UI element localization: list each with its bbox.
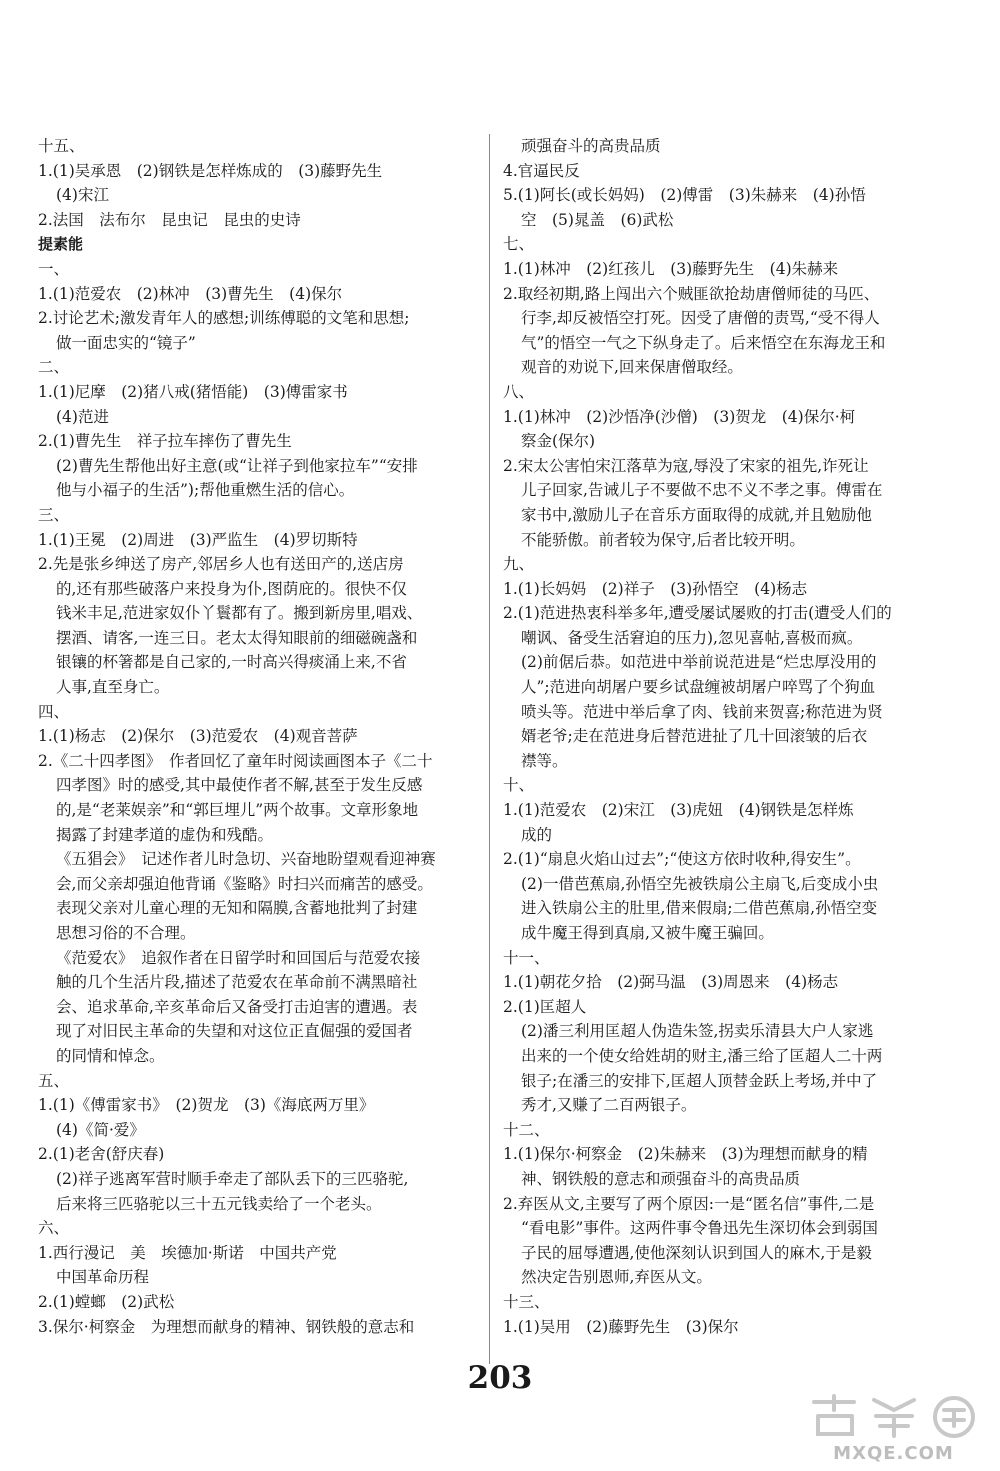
page-number: 203 bbox=[467, 1360, 533, 1396]
answer-line: 3.保尔·柯察金 为理想而献身的精神、钢铁般的意志和 bbox=[38, 1317, 415, 1336]
answer-line: 1.(1)保尔·柯察金 (2)朱赫来 (3)为理想而献身的精 bbox=[503, 1145, 868, 1164]
answer-line: 4.官逼民反 bbox=[503, 161, 580, 180]
answer-line: 1.(1)吴承恩 (2)钢铁是怎样炼成的 (3)藤野先生 bbox=[38, 161, 383, 180]
answer-line: 1.(1)杨志 (2)保尔 (3)范爱农 (4)观音菩萨 bbox=[38, 727, 358, 746]
answer-line: 会,而父亲却强迫他背诵《鉴略》时扫兴而痛苦的感受。 bbox=[56, 874, 433, 893]
answer-line: 进入铁扇公主的肚里,借来假扇;二借芭蕉扇,孙悟空变 bbox=[521, 899, 878, 918]
answer-line: 五、 bbox=[38, 1071, 70, 1090]
answer-line: 三、 bbox=[38, 505, 70, 524]
answer-line: 秀才,又赚了二百两银子。 bbox=[521, 1096, 697, 1115]
answer-line: 喷头等。范进中举后拿了肉、钱前来贺喜;称范进为贤 bbox=[521, 702, 883, 721]
answer-line: 1.(1)林冲 (2)沙悟净(沙僧) (3)贺龙 (4)保尔·柯 bbox=[503, 407, 856, 426]
answer-line: 人”;范进向胡屠户要乡试盘缠被胡屠户啐骂了个狗血 bbox=[521, 678, 876, 697]
answer-line: 表现父亲对儿童心理的无知和隔膜,含蓄地批判了封建 bbox=[56, 899, 418, 918]
answer-line: (4)范进 bbox=[56, 407, 109, 426]
answer-line: (2)前倨后恭。如范进中举前说范进是“烂忠厚没用的 bbox=[521, 653, 877, 672]
answer-line: 一、 bbox=[38, 259, 70, 278]
answer-line: 2.(1)范进热衷科举多年,遭受屡试屡败的打击(遭受人们的 bbox=[503, 604, 892, 623]
answer-line: 子民的屈辱遭遇,使他深刻认识到国人的麻木,于是毅 bbox=[521, 1243, 872, 1262]
answer-line: (2)一借芭蕉扇,孙悟空先被铁扇公主扇飞,后变成小虫 bbox=[521, 874, 879, 893]
answer-line: 摆酒、请客,一连三日。老太太得知眼前的细磁碗盏和 bbox=[56, 628, 418, 647]
answer-line: 会、追求革命,辛亥革命后又备受打击迫害的遭遇。表 bbox=[56, 997, 418, 1016]
watermark-logo-icon bbox=[804, 1392, 984, 1438]
answer-line: 2.(1)曹先生 祥子拉车摔伤了曹先生 bbox=[38, 432, 292, 451]
answer-line: 观音的劝说下,回来保唐僧取经。 bbox=[521, 358, 743, 377]
answer-line: 1.(1)王冕 (2)周进 (3)严监生 (4)罗切斯特 bbox=[38, 530, 358, 549]
column-divider bbox=[489, 134, 490, 1364]
left-column bbox=[38, 134, 478, 1339]
answer-line: 十二、 bbox=[503, 1120, 550, 1139]
answer-line: 后来将三匹骆驼以三十五元钱卖给了一个老头。 bbox=[56, 1194, 382, 1213]
answer-line: (4)宋江 bbox=[56, 186, 109, 205]
answer-line: 出来的一个使女给姓胡的财主,潘三给了匡超人二十两 bbox=[521, 1046, 883, 1065]
answer-line: 行李,却反被悟空打死。因受了唐僧的责骂,“受不得人 bbox=[521, 309, 880, 328]
answer-line: 成牛魔王得到真扇,又被牛魔王骗回。 bbox=[521, 924, 774, 942]
answer-line: 四、 bbox=[38, 702, 70, 721]
answer-line: 空 (5)晁盖 (6)武松 bbox=[521, 210, 674, 229]
answer-line: 2.先是张乡绅送了房产,邻居乡人也有送田产的,送店房 bbox=[38, 555, 404, 574]
answer-line: 十五、 bbox=[38, 137, 85, 155]
answer-line: 二、 bbox=[38, 358, 70, 377]
answer-line: 的,还有那些破落户来投身为仆,图荫庇的。很快不仅 bbox=[56, 579, 407, 598]
answer-line: 七、 bbox=[503, 235, 535, 254]
answer-line: 2.弃医从文,主要写了两个原因:一是“匿名信”事件,二是 bbox=[503, 1194, 875, 1213]
answer-line: 1.(1)范爱农 (2)林冲 (3)曹先生 (4)保尔 bbox=[38, 284, 343, 303]
right-column bbox=[503, 134, 938, 1339]
answer-line: 儿子回家,告诫儿子不要做不忠不义不孝之事。傅雷在 bbox=[521, 481, 883, 500]
answer-line: 1.(1)朝花夕拾 (2)弼马温 (3)周恩来 (4)杨志 bbox=[503, 973, 839, 992]
answer-line: 气”的悟空一气之下纵身走了。后来悟空在东海龙王和 bbox=[521, 333, 886, 352]
answer-line: 然决定告别恩师,弃医从文。 bbox=[521, 1268, 712, 1287]
answer-line: 1.(1)林冲 (2)红孩儿 (3)藤野先生 (4)朱赫来 bbox=[503, 259, 839, 278]
answer-line: 顽强奋斗的高贵品质 bbox=[521, 137, 661, 155]
answer-line: 人事,直至身亡。 bbox=[56, 678, 170, 697]
answer-line: 1.(1)《傅雷家书》 (2)贺龙 (3)《海底两万里》 bbox=[38, 1096, 375, 1115]
answer-line: (2)潘三利用匡超人伪造朱签,拐卖乐清县大户人家逃 bbox=[521, 1022, 874, 1041]
answer-line: 六、 bbox=[38, 1219, 70, 1238]
answer-line: (2)祥子逃离军营时顺手牵走了部队丢下的三匹骆驼, bbox=[56, 1169, 409, 1188]
answer-line: 1.(1)长妈妈 (2)祥子 (3)孙悟空 (4)杨志 bbox=[503, 579, 808, 598]
answer-line: 思想习俗的不合理。 bbox=[56, 924, 196, 942]
answer-line: (2)曹先生帮他出好主意(或“让祥子到他家拉车”“安排 bbox=[56, 456, 418, 475]
answer-line: 神、钢铁般的意志和顽强奋斗的高贵品质 bbox=[521, 1169, 801, 1188]
answer-line: 1.(1)尼摩 (2)猪八戒(猪悟能) (3)傅雷家书 bbox=[38, 382, 348, 401]
answer-line: 银子;在潘三的安排下,匡超人顶替金跃上考场,并中了 bbox=[521, 1071, 878, 1090]
answer-line: 的同情和悼念。 bbox=[56, 1046, 165, 1065]
answer-line: 察金(保尔) bbox=[521, 432, 596, 451]
answer-line: 揭露了封建孝道的虚伪和残酷。 bbox=[56, 825, 274, 844]
answer-line: 2.宋太公害怕宋江落草为寇,辱没了宋家的祖先,诈死让 bbox=[503, 456, 869, 475]
answer-line: 八、 bbox=[503, 382, 535, 401]
answer-line: 九、 bbox=[503, 555, 535, 574]
answer-line: 《五猖会》 记述作者儿时急切、兴奋地盼望观看迎神赛 bbox=[56, 850, 436, 869]
answer-line: 2.取经初期,路上闯出六个贼匪欲抢劫唐僧师徒的马匹、 bbox=[503, 284, 880, 303]
answer-line: 他与小福子的生活”);帮他重燃生活的信心。 bbox=[56, 481, 355, 500]
answer-line: 家书中,激励儿子在音乐方面取得的成就,并且勉励他 bbox=[521, 505, 872, 524]
section-heading: 提素能 bbox=[38, 235, 84, 254]
answer-line: 四孝图》时的感受,其中最使作者不解,甚至于发生反感 bbox=[56, 776, 423, 795]
answer-line: 十一、 bbox=[503, 948, 550, 967]
answer-line: 襟等。 bbox=[521, 751, 568, 770]
answer-line: 十三、 bbox=[503, 1292, 550, 1311]
answer-line: 2.讨论艺术;激发青年人的感想;训练傅聪的文笔和思想; bbox=[38, 309, 410, 328]
answer-line: “看电影”事件。这两件事令鲁迅先生深切体会到弱国 bbox=[521, 1219, 878, 1238]
answer-line: 嘲讽、备受生活窘迫的压力),忽见喜帖,喜极而疯。 bbox=[521, 628, 863, 647]
answer-line: 不能骄傲。前者较为保守,后者比较开明。 bbox=[521, 530, 805, 549]
answer-line: 2.(1)螳螂 (2)武松 bbox=[38, 1292, 175, 1311]
answer-line: 十、 bbox=[503, 776, 535, 795]
answer-line: 婿老爷;走在范进身后替范进扯了几十回滚皱的后衣 bbox=[521, 727, 868, 746]
answer-line: 《范爱农》 追叙作者在日留学时和回国后与范爱农接 bbox=[56, 948, 421, 967]
answer-line: 的,是“老莱娱亲”和“郭巨埋儿”两个故事。文章形象地 bbox=[56, 801, 419, 820]
answer-line: 1.西行漫记 美 埃德加·斯诺 中国共产党 bbox=[38, 1243, 337, 1262]
answer-line: 做一面忠实的“镜子” bbox=[56, 333, 196, 352]
answer-line: 银镶的杯箸都是自己家的,一时高兴得痰涌上来,不省 bbox=[56, 653, 407, 672]
answer-line: 2.(1)匡超人 bbox=[503, 997, 587, 1016]
answer-line: 5.(1)阿长(或长妈妈) (2)傅雷 (3)朱赫来 (4)孙悟 bbox=[503, 186, 866, 205]
answer-line: 2.(1)“扇息火焰山过去”;“使这方依时收种,得安生”。 bbox=[503, 850, 861, 869]
answer-line: 2.(1)老舍(舒庆春) bbox=[38, 1145, 165, 1164]
answer-line: 钱米丰足,范进家奴仆丫鬟都有了。搬到新房里,唱戏、 bbox=[56, 604, 423, 623]
answer-line: 现了对旧民主革命的失望和对这位正直倔强的爱国者 bbox=[56, 1022, 413, 1041]
answer-line: 触的几个生活片段,描述了范爱农在革命前不满黑暗社 bbox=[56, 973, 418, 992]
answer-line: 成的 bbox=[521, 825, 553, 844]
watermark bbox=[796, 1392, 991, 1464]
answer-line: 2.《二十四孝图》 作者回忆了童年时阅读画图本子《二十 bbox=[38, 751, 433, 770]
answer-line: 1.(1)吴用 (2)藤野先生 (3)保尔 bbox=[503, 1317, 739, 1336]
watermark-url: MXQE.COM bbox=[833, 1443, 954, 1464]
answer-line: (4)《简·爱》 bbox=[56, 1120, 145, 1139]
answer-line: 1.(1)范爱农 (2)宋江 (3)虎妞 (4)钢铁是怎样炼 bbox=[503, 801, 854, 820]
answer-line: 2.法国 法布尔 昆虫记 昆虫的史诗 bbox=[38, 210, 301, 229]
answer-line: 中国革命历程 bbox=[56, 1268, 150, 1287]
